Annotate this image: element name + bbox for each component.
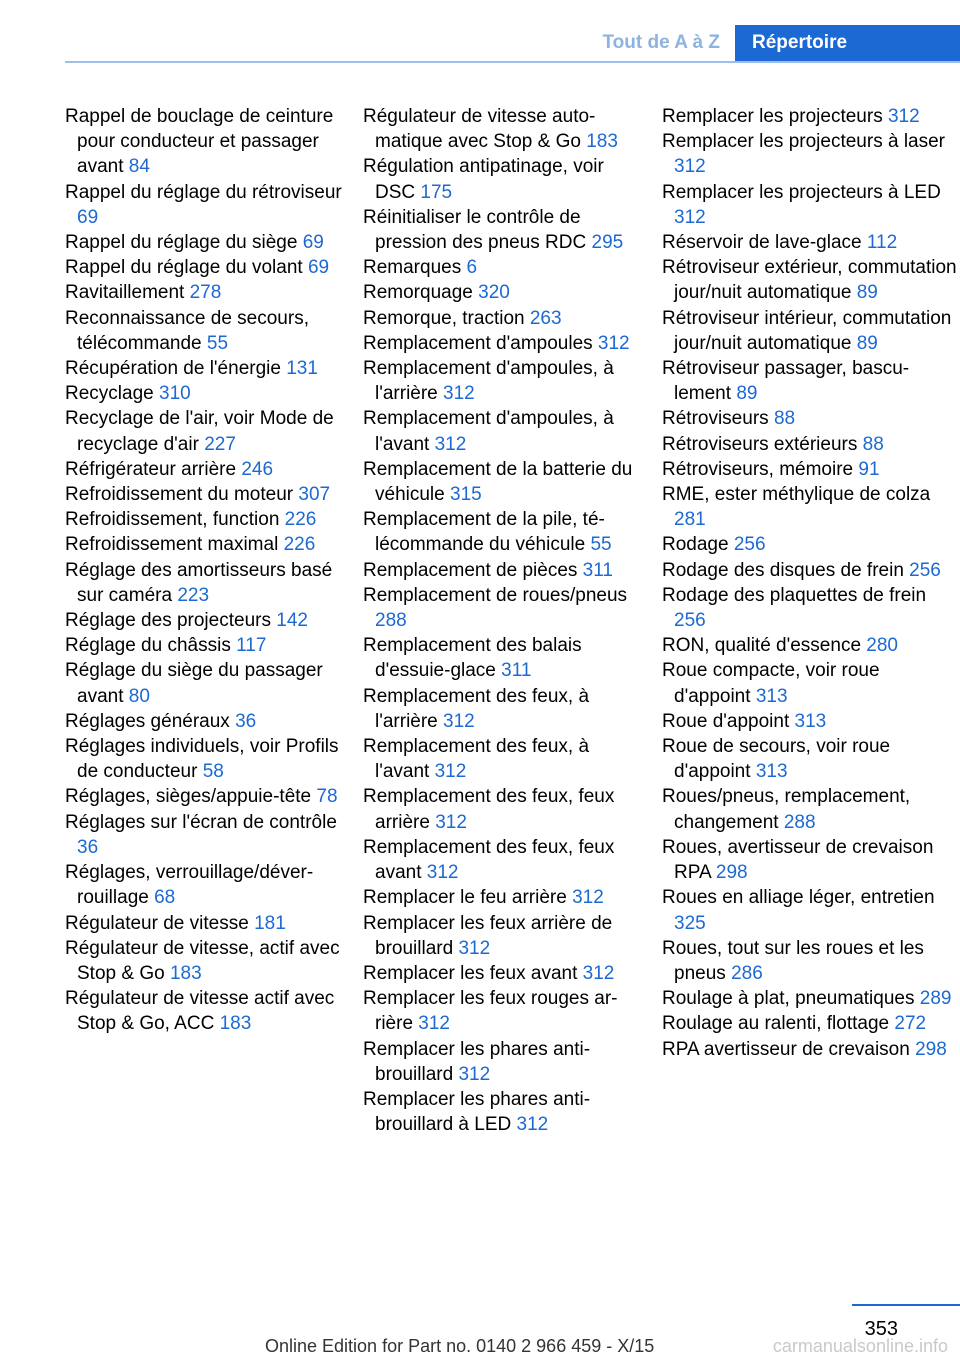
entry-page-link[interactable]: 313 bbox=[755, 685, 788, 707]
entry-term: Régulateur de vitesse, actif avec Stop & Go bbox=[65, 937, 340, 984]
index-entry bbox=[662, 583, 957, 633]
entry-page-link[interactable]: 312 bbox=[434, 761, 467, 783]
index-column-3 bbox=[662, 104, 957, 1062]
entry-term: Roue d'appoint bbox=[662, 710, 790, 732]
entry-page-link[interactable]: 286 bbox=[731, 962, 763, 984]
entry-page-link[interactable]: 175 bbox=[420, 181, 453, 203]
page-header bbox=[65, 25, 960, 63]
entry-term: Remplacement de la batterie du véhicule bbox=[363, 458, 633, 506]
entry-page-link[interactable]: 312 bbox=[443, 383, 475, 405]
entry-page-link[interactable]: 312 bbox=[435, 811, 467, 833]
entry-page-link[interactable]: 226 bbox=[283, 534, 316, 556]
entry-term: Régulation antipatinage, voir DSC bbox=[363, 156, 604, 203]
tab-repertoire[interactable]: Répertoire bbox=[735, 25, 960, 61]
entry-term: Roue de secours, voir roue d'appoint bbox=[662, 736, 891, 783]
entry-term: Ravitaillement bbox=[65, 282, 185, 304]
index-entry bbox=[662, 306, 957, 356]
entry-term: Régulateur de vitesse automatique avec Stop & Go bbox=[363, 106, 596, 153]
entry-term: Remplacer les projecteurs à LED bbox=[662, 181, 941, 203]
entry-page-link[interactable]: 69 bbox=[77, 206, 99, 228]
entry-term: RPA avertisseur de crevaison bbox=[662, 1038, 910, 1060]
index-entry bbox=[662, 532, 957, 557]
entry-page-link[interactable]: 226 bbox=[284, 509, 317, 531]
index-entry bbox=[65, 936, 350, 986]
index-entry bbox=[363, 633, 648, 683]
entry-term: Reconnaissance de secours, télécommande bbox=[65, 307, 309, 354]
page-number: 353 bbox=[864, 1318, 898, 1340]
entry-term: Remplacer les feux rouges arrière bbox=[363, 988, 618, 1035]
entry-term: Roues, tout sur les roues et les pneus bbox=[662, 937, 924, 984]
entry-term: Rodage des disques de frein bbox=[662, 559, 904, 581]
entry-term: Réglages individuels, voir Profils de conducteur bbox=[65, 736, 339, 783]
index-entry bbox=[363, 784, 648, 834]
entry-term: Roues/pneus, remplacement, changement bbox=[662, 786, 911, 833]
index-entry bbox=[662, 457, 957, 482]
entry-page-link[interactable]: 312 bbox=[597, 332, 630, 354]
index-entry bbox=[65, 810, 350, 860]
entry-page-link[interactable]: 315 bbox=[450, 484, 482, 506]
entry-page-link[interactable]: 117 bbox=[236, 635, 267, 657]
entry-term: Réglages généraux bbox=[65, 710, 230, 732]
index-entry bbox=[662, 658, 957, 708]
index-entry bbox=[662, 784, 957, 834]
entry-term: Réglages, verrouillage/déverrouillage bbox=[65, 862, 314, 909]
entry-page-link[interactable]: 325 bbox=[674, 912, 706, 934]
index-entry bbox=[662, 1011, 957, 1036]
entry-page-link[interactable]: 69 bbox=[307, 257, 330, 279]
index-entry bbox=[363, 154, 648, 204]
entry-term: Remplacement des feux, à l'arrière bbox=[363, 685, 590, 732]
entry-term: Refroidissement du moteur bbox=[65, 484, 294, 506]
entry-page-link[interactable]: 88 bbox=[862, 433, 884, 455]
edition-text: Online Edition for Part no. 0140 2 966 459 - X/15 bbox=[265, 1336, 655, 1356]
index-entry bbox=[363, 835, 648, 885]
entry-term: Remplacement des feux, à l'avant bbox=[363, 736, 590, 783]
index-entry bbox=[662, 734, 957, 784]
entry-page-link[interactable]: 88 bbox=[773, 408, 796, 430]
entry-term: Régulateur de vitesse bbox=[65, 912, 249, 934]
entry-term: Roue compacte, voir roue d'appoint bbox=[662, 660, 880, 707]
entry-term: Réglage du châssis bbox=[65, 635, 231, 657]
index-entry bbox=[363, 306, 648, 331]
entry-page-link[interactable]: 36 bbox=[77, 836, 99, 858]
entry-term: Rétroviseurs bbox=[662, 408, 769, 430]
entry-page-link[interactable]: 89 bbox=[736, 383, 758, 405]
index-entry bbox=[65, 532, 350, 557]
index-entry bbox=[65, 734, 350, 784]
index-entry bbox=[363, 356, 648, 406]
entry-term: Remorque, traction bbox=[363, 307, 525, 329]
index-entry bbox=[662, 885, 957, 935]
index-entry bbox=[363, 255, 648, 280]
entry-page-link[interactable]: 280 bbox=[866, 635, 898, 657]
entry-page-link[interactable]: 313 bbox=[755, 761, 788, 783]
entry-page-link[interactable]: 183 bbox=[169, 962, 202, 984]
entry-page-link[interactable]: 289 bbox=[919, 988, 952, 1010]
entry-page-link[interactable]: 36 bbox=[235, 710, 257, 732]
entry-term: Recyclage bbox=[65, 383, 154, 405]
tab-tout-de-a-a-z[interactable]: Tout de A à Z bbox=[602, 32, 720, 53]
index-entry bbox=[65, 381, 350, 406]
entry-term: Roulage au ralenti, flottage bbox=[662, 1013, 890, 1035]
entry-page-link[interactable]: 307 bbox=[298, 484, 331, 506]
entry-page-link[interactable]: 181 bbox=[254, 912, 286, 934]
entry-page-link[interactable]: 55 bbox=[590, 534, 612, 556]
index-entry bbox=[363, 331, 648, 356]
footer-rule bbox=[852, 1304, 960, 1306]
entry-page-link[interactable]: 295 bbox=[591, 232, 624, 254]
index-entry bbox=[662, 129, 957, 179]
entry-page-link[interactable]: 281 bbox=[674, 509, 706, 531]
entry-page-link[interactable]: 68 bbox=[154, 887, 176, 909]
index-entry bbox=[65, 230, 350, 255]
index-entry bbox=[662, 432, 957, 457]
entry-page-link[interactable]: 91 bbox=[858, 458, 880, 480]
entry-page-link[interactable]: 69 bbox=[302, 232, 324, 254]
entry-page-link[interactable]: 183 bbox=[586, 131, 618, 153]
entry-page-link[interactable]: 256 bbox=[909, 559, 941, 581]
index-entry bbox=[65, 280, 350, 305]
index-entry bbox=[363, 684, 648, 734]
index-entry bbox=[662, 356, 957, 406]
entry-term: Roues en alliage léger, entretien bbox=[662, 887, 935, 909]
entry-page-link[interactable]: 312 bbox=[674, 206, 706, 228]
entry-term: Réglage du siège du passager avant bbox=[65, 660, 323, 707]
index-entry bbox=[65, 507, 350, 532]
watermark: carmanualsonline.info bbox=[772, 1336, 948, 1356]
entry-term: Remplacer les projecteurs bbox=[662, 106, 883, 127]
index-entry bbox=[65, 356, 350, 381]
entry-page-link[interactable]: 312 bbox=[426, 862, 459, 884]
index-entry bbox=[662, 633, 957, 658]
entry-page-link[interactable]: 223 bbox=[177, 584, 210, 606]
entry-page-link[interactable]: 272 bbox=[894, 1013, 927, 1035]
index-entry bbox=[65, 306, 350, 356]
entry-term: Rétroviseurs, mémoire bbox=[662, 458, 854, 480]
entry-term: Remplacer les projecteurs à laser bbox=[662, 131, 946, 153]
index-entry bbox=[363, 885, 648, 910]
index-column-2 bbox=[363, 104, 648, 1137]
entry-term: Remorquage bbox=[363, 282, 473, 304]
entry-page-link[interactable]: 288 bbox=[375, 610, 407, 632]
entry-term: Rappel de bouclage de ceinture pour conducteur et passager avant bbox=[65, 106, 334, 178]
entry-page-link[interactable]: 55 bbox=[206, 332, 229, 354]
entry-term: Réglages sur l'écran de contrôle bbox=[65, 811, 337, 833]
entry-term: Remplacement d'ampoules bbox=[363, 332, 593, 354]
entry-page-link[interactable]: 312 bbox=[572, 887, 604, 909]
index-entry bbox=[662, 180, 957, 230]
index-entry bbox=[363, 280, 648, 305]
index-entry bbox=[363, 961, 648, 986]
index-entry bbox=[65, 986, 350, 1036]
index-entry bbox=[662, 709, 957, 734]
index-entry bbox=[363, 911, 648, 961]
index-entry bbox=[363, 507, 648, 557]
entry-page-link[interactable]: 78 bbox=[316, 786, 338, 808]
entry-page-link[interactable]: 312 bbox=[516, 1114, 549, 1136]
entry-term: RON, qualité d'essence bbox=[662, 635, 862, 657]
entry-page-link[interactable]: 312 bbox=[458, 937, 491, 959]
entry-page-link[interactable]: 311 bbox=[582, 559, 613, 581]
entry-term: Refroidissement maximal bbox=[65, 534, 279, 556]
entry-page-link[interactable]: 227 bbox=[204, 433, 236, 455]
entry-page-link[interactable]: 256 bbox=[674, 610, 706, 632]
entry-page-link[interactable]: 312 bbox=[582, 962, 615, 984]
index-entry bbox=[65, 104, 350, 180]
entry-term: Réglage des projecteurs bbox=[65, 610, 271, 632]
entry-term: Rodage bbox=[662, 534, 729, 556]
entry-term: Rodage des plaquettes de frein bbox=[662, 584, 927, 606]
index-entry bbox=[363, 558, 648, 583]
index-entry bbox=[363, 734, 648, 784]
entry-term: Roues, avertisseur de crevaison RPA bbox=[662, 836, 934, 884]
entry-term: Roulage à plat, pneumatiques bbox=[662, 988, 915, 1010]
entry-page-link[interactable]: 256 bbox=[733, 534, 766, 556]
entry-term: Récupération de l'énergie bbox=[65, 358, 281, 380]
entry-term: Rappel du réglage du siège bbox=[65, 232, 298, 254]
index-entry bbox=[65, 633, 350, 658]
index-entry bbox=[363, 583, 648, 633]
entry-term: Remplacement de la pile, télécommande du véhicule bbox=[363, 509, 605, 556]
index-entry bbox=[363, 104, 648, 154]
entry-term: Régulateur de vitesse actif avec Stop & Go, ACC bbox=[65, 988, 335, 1035]
entry-term: Remplacement des feux, feux avant bbox=[363, 836, 615, 884]
entry-page-link[interactable]: 131 bbox=[286, 358, 318, 380]
entry-term: Réfrigérateur arrière bbox=[65, 458, 237, 480]
entry-page-link[interactable]: 298 bbox=[915, 1038, 947, 1060]
entry-page-link[interactable]: 278 bbox=[189, 282, 222, 304]
index-entry bbox=[65, 784, 350, 809]
entry-page-link[interactable]: 312 bbox=[418, 1013, 450, 1035]
entry-term: RME, ester méthylique de colza bbox=[662, 484, 931, 506]
index-entry bbox=[65, 911, 350, 936]
entry-page-link[interactable]: 84 bbox=[128, 156, 150, 178]
entry-page-link[interactable]: 312 bbox=[434, 433, 467, 455]
entry-page-link[interactable]: 246 bbox=[241, 458, 274, 480]
index-entry bbox=[363, 406, 648, 456]
entry-term: Remplacer les phares antibrouillard à LED bbox=[363, 1088, 591, 1136]
entry-page-link[interactable]: 298 bbox=[715, 862, 748, 884]
entry-term: Rétroviseur extérieur, commutation jour/nuit automatique bbox=[662, 257, 957, 304]
entry-term: Réglages, sièges/appuie-tête bbox=[65, 786, 312, 808]
index-entry bbox=[662, 558, 957, 583]
index-entry bbox=[65, 457, 350, 482]
entry-page-link[interactable]: 89 bbox=[856, 332, 878, 354]
entry-term: Rétroviseur passager, basculement bbox=[662, 358, 910, 405]
index-entry bbox=[65, 180, 350, 230]
index-entry bbox=[363, 1087, 648, 1137]
index-entry bbox=[65, 482, 350, 507]
index-entry bbox=[662, 255, 957, 305]
entry-page-link[interactable]: 112 bbox=[866, 232, 898, 254]
index-entry bbox=[662, 986, 957, 1011]
index-entry bbox=[65, 558, 350, 608]
index-entry bbox=[662, 230, 957, 255]
index-entry bbox=[662, 104, 957, 129]
entry-term: Remplacement d'ampoules, à l'avant bbox=[363, 408, 614, 455]
index-entry bbox=[662, 835, 957, 885]
entry-page-link[interactable]: 142 bbox=[276, 610, 308, 632]
index-entry bbox=[65, 658, 350, 708]
index-column-1 bbox=[65, 104, 350, 1037]
entry-term: Remplacer les phares antibrouillard bbox=[363, 1038, 591, 1085]
entry-term: Rétroviseur intérieur, commutation jour/nuit automatique bbox=[662, 307, 952, 354]
entry-term: Réservoir de lave-glace bbox=[662, 232, 862, 254]
header-rule bbox=[65, 61, 960, 63]
entry-term: Remplacement de roues/pneus bbox=[363, 584, 628, 606]
entry-page-link[interactable]: 89 bbox=[856, 282, 878, 304]
entry-term: Remplacer les feux arrière de brouillard bbox=[363, 912, 613, 959]
index-entry bbox=[65, 608, 350, 633]
entry-term: Recyclage de l'air, voir Mode de recyclage d'air bbox=[65, 408, 334, 455]
entry-page-link[interactable]: 263 bbox=[529, 307, 562, 329]
index-entry bbox=[363, 1037, 648, 1087]
entry-term: Rétroviseurs extérieurs bbox=[662, 433, 858, 455]
entry-page-link[interactable]: 80 bbox=[128, 685, 150, 707]
index-entry bbox=[65, 709, 350, 734]
entry-page-link[interactable]: 313 bbox=[794, 710, 827, 732]
entry-term: Réinitialiser le contrôle de pression des pneus RDC bbox=[363, 206, 587, 254]
index-entry bbox=[662, 1037, 957, 1062]
index-entry bbox=[65, 255, 350, 280]
entry-page-link[interactable]: 6 bbox=[466, 257, 478, 279]
entry-page-link[interactable]: 312 bbox=[674, 156, 706, 178]
entry-term: Remplacement de pièces bbox=[363, 559, 578, 581]
entry-page-link[interactable]: 183 bbox=[219, 1013, 252, 1035]
entry-term: Rappel du réglage du volant bbox=[65, 257, 303, 279]
index-entry bbox=[65, 860, 350, 910]
entry-term: Remplacement des balais d'essuie-glace bbox=[363, 635, 582, 682]
entry-page-link[interactable]: 312 bbox=[887, 106, 920, 127]
index-entry bbox=[65, 406, 350, 456]
index-entry bbox=[363, 457, 648, 507]
entry-term: Réglage des amortisseurs basé sur caméra bbox=[65, 559, 333, 606]
entry-term: Remplacer le feu arrière bbox=[363, 887, 567, 909]
entry-page-link[interactable]: 312 bbox=[458, 1063, 491, 1085]
entry-term: Remarques bbox=[363, 257, 462, 279]
entry-page-link[interactable]: 312 bbox=[443, 710, 475, 732]
entry-term: Rappel du réglage du rétroviseur bbox=[65, 181, 342, 203]
entry-term: Remplacer les feux avant bbox=[363, 962, 578, 984]
entry-term: Refroidissement, function bbox=[65, 509, 280, 531]
entry-term: Remplacement des feux, feux arrière bbox=[363, 786, 615, 833]
entry-page-link[interactable]: 58 bbox=[202, 761, 224, 783]
entry-page-link[interactable]: 288 bbox=[783, 811, 816, 833]
index-entry bbox=[662, 406, 957, 431]
index-entry bbox=[662, 482, 957, 532]
index-entry bbox=[662, 936, 957, 986]
entry-page-link[interactable]: 310 bbox=[159, 383, 191, 405]
index-entry bbox=[363, 205, 648, 255]
index-entry bbox=[363, 986, 648, 1036]
entry-page-link[interactable]: 311 bbox=[501, 660, 532, 682]
entry-page-link[interactable]: 320 bbox=[478, 282, 510, 304]
entry-term: Remplacement d'ampoules, à l'arrière bbox=[363, 358, 614, 405]
